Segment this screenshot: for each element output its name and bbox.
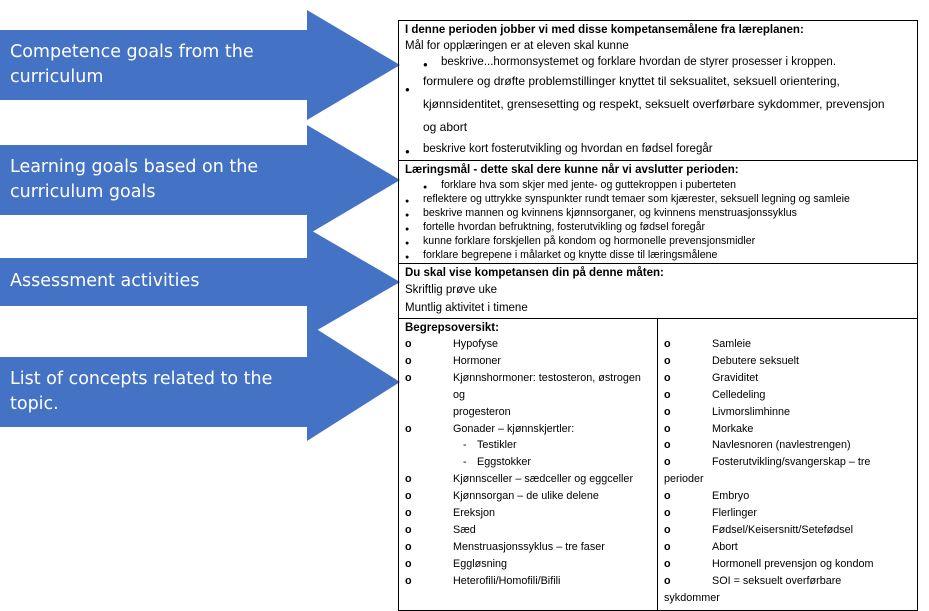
concept-item: o Flerlinger: [664, 505, 913, 522]
arrow-label: Learning goals based on the curriculum goals: [10, 157, 259, 202]
goal-item: ● formulere og drøfte problemstillinger knyttet til seksualitet, seksuell orientering,: [405, 70, 913, 93]
concept-item: o Menstruasjonssyklus – tre faser: [405, 539, 653, 556]
arrow-assessment-activities: [0, 228, 400, 336]
concept-item: o Kjønnsorgan – de ulike delene: [405, 488, 653, 505]
concept-item: o Heterofili/Homofili/Bifili: [405, 573, 653, 590]
curriculum-document: [398, 20, 918, 611]
arrow-list-of-concepts: [0, 323, 400, 441]
learning-goal-item: ● forklare hva som skjer med jente- og guttekroppen i puberteten: [405, 178, 913, 192]
concept-item: o Embryo: [664, 488, 913, 505]
concept-item: o Sæd: [405, 522, 653, 539]
assessment-item: Skriftlig prøve uke: [405, 284, 498, 296]
arrow-label: List of concepts related to the topic.: [10, 369, 273, 414]
concept-item-continuation: perioder: [664, 473, 704, 486]
concept-item: o SOI = seksuelt overførbare: [664, 573, 913, 590]
assessment-item: Muntlig aktivitet i timene: [405, 302, 528, 314]
concept-item: o Graviditet: [664, 370, 913, 387]
concept-item: o Navlesnoren (navlestrengen): [664, 437, 913, 454]
goal-item: ● beskrive kort fosterutvikling og hvordan en fødsel foregår: [405, 139, 913, 159]
learning-goal-item: ● forklare begrepene i målarket og knytte disse til læringsmålene: [405, 248, 913, 262]
concept-item-continuation: progesteron: [453, 405, 511, 418]
goal-item-continuation: og abort: [423, 120, 468, 134]
concepts-left-column: [399, 319, 658, 610]
learning-goals-section: [399, 161, 917, 264]
learning-goal-item: ● beskrive mannen og kvinnens kjønnsorganer, og kvinnens menstruasjonssyklus: [405, 206, 913, 220]
concept-item: o Gonader – kjønnskjertler:: [405, 421, 653, 438]
section-heading: I denne perioden jobber vi med disse kompetansemålene fra læreplanen:: [405, 24, 804, 36]
concepts-right-column: [658, 319, 917, 610]
concept-subitem: - Testikler: [405, 437, 653, 454]
concept-item: o Eggløsning: [405, 556, 653, 573]
learning-goal-item: ● kunne forklare forskjellen på kondom og hormonelle prevensjonsmidler: [405, 234, 913, 248]
concept-item: o Kjønnshormoner: testosteron, østrogen og: [405, 370, 653, 404]
concept-item: o Hormonell prevensjon og kondom: [664, 556, 913, 573]
section-heading: Du skal vise kompetansen din på denne måten:: [405, 267, 664, 279]
section-heading: Begrepsoversikt:: [405, 322, 499, 334]
concept-item: o Celledeling: [664, 387, 913, 404]
concept-subitem: - Eggstokker: [405, 454, 653, 471]
learning-goal-item: ● reflektere og uttrykke synspunkter rundt temaer som kjærester, seksuell legning og samleie: [405, 192, 913, 206]
concept-item: o Debutere seksuelt: [664, 353, 913, 370]
arrow-competence-goals: [0, 10, 400, 120]
concept-item: o Kjønnsceller – sædceller og eggceller: [405, 471, 653, 488]
goal-item: ● beskrive...hormonsystemet og forklare hvordan de styrer prosesser i kroppen.: [405, 54, 913, 70]
competence-goals-section: [399, 21, 917, 161]
concept-item: o Fødsel/Keisersnitt/Setefødsel: [664, 522, 913, 539]
intro-text: Mål for opplæringen er at eleven skal kunne: [405, 40, 629, 52]
concept-item: o Samleie: [664, 336, 913, 353]
concept-item: o Morkake: [664, 421, 913, 438]
arrow-label: Competence goals from the curriculum: [10, 42, 254, 87]
concept-item: o Ereksjon: [405, 505, 653, 522]
arrow-learning-goals: [0, 125, 400, 235]
assessment-section: [399, 264, 917, 319]
concept-item: o Hypofyse: [405, 336, 653, 353]
goal-item-continuation: kjønnsidentitet, grensesetting og respekt, seksuelt overførbare sykdommer, prevensjon: [423, 97, 885, 111]
section-heading: Læringsmål - dette skal dere kunne når vi avslutter perioden:: [405, 164, 739, 176]
concept-item: o Livmorslimhinne: [664, 404, 913, 421]
concept-item: o Fosterutvikling/svangerskap – tre: [664, 454, 913, 471]
concept-item: o Abort: [664, 539, 913, 556]
learning-goal-item: ● fortelle hvordan befruktning, fosterutvikling og fødsel foregår: [405, 220, 913, 234]
concept-item-continuation: sykdommer: [664, 591, 720, 604]
concept-item: o Hormoner: [405, 353, 653, 370]
arrow-label: Assessment activities: [10, 271, 200, 291]
concepts-section: [399, 319, 917, 610]
